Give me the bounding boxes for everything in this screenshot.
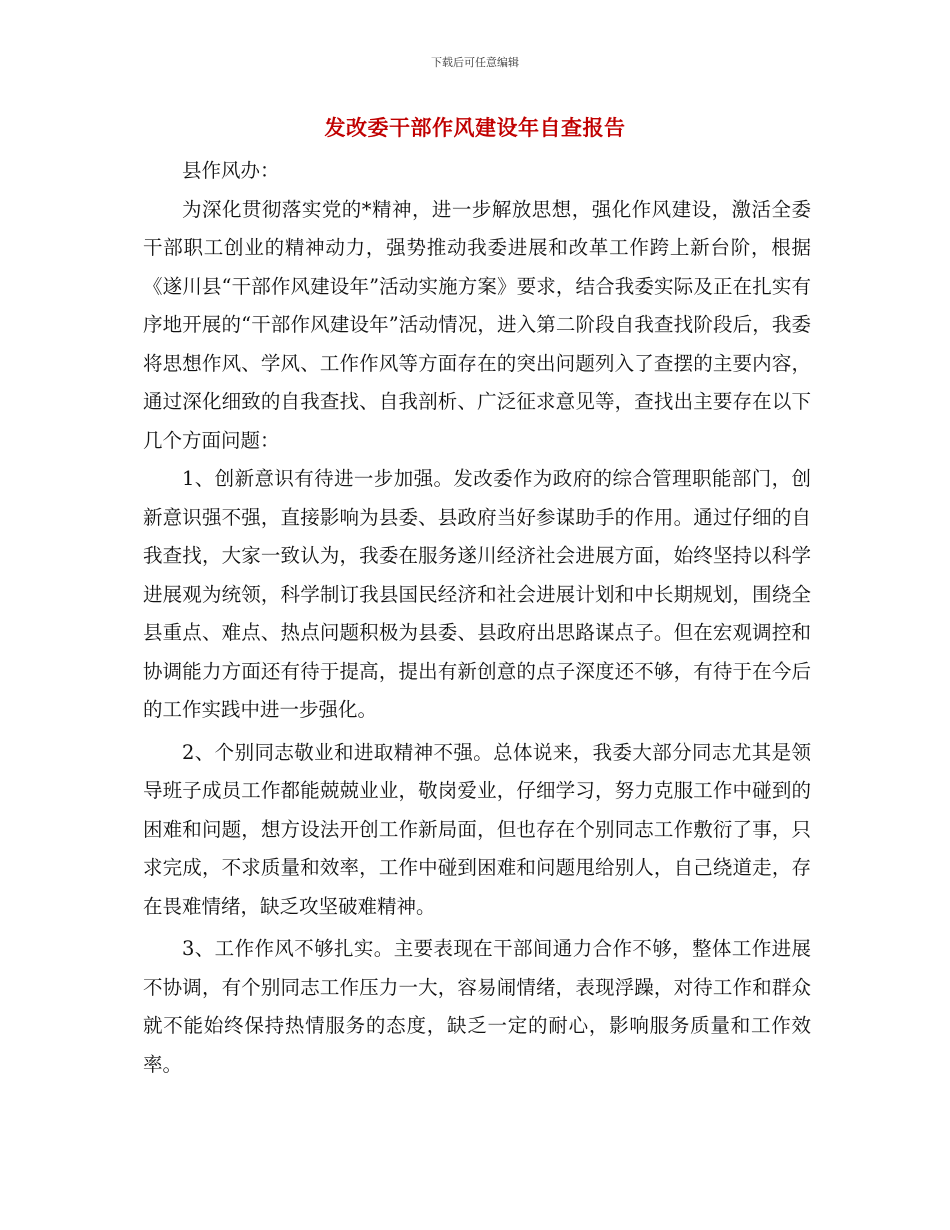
document-body xyxy=(143,152,811,1084)
document-title: 发改委干部作风建设年自查报告 xyxy=(324,116,626,140)
header-note: 下载后可任意编辑 xyxy=(431,56,519,69)
salutation: 县作风办： xyxy=(182,159,280,182)
paragraph-item-3: 3、工作作风不够扎实。主要表现在干部间通力合作不够，整体工作进展不协调，有个别同志工作压力一大，容易闹情绪，表现浮躁，对待工作和群众就不能始终保持热情服务的态度，缺乏一定的耐心，影响服务质量和工作效率。 xyxy=(143,937,811,1076)
paragraph-item-1: 1、创新意识有待进一步加强。发改委作为政府的综合管理职能部门，创新意识强不强，直接影响为县委、县政府当好参谋助手的作用。通过仔细的自我查找，大家一致认为，我委在服务遂川经济社会进展方面，始终坚持以科学进展观为统领，科学制订我县国民经济和社会进展计划和中长期规划，围绕全县重点、难点、热点问题积极为县委、县政府出思路谋点子。但在宏观调控和协调能力方面还有待于提高，提出有新创意的点子深度还不够，有待于在今后的工作实践中进一步强化。 xyxy=(143,467,811,721)
paragraph-item-2: 2、个别同志敬业和进取精神不强。总体说来，我委大部分同志尤其是领导班子成员工作都能兢兢业业，敬岗爱业，仔细学习，努力克服工作中碰到的困难和问题，想方设法开创工作新局面，但也存在个别同志工作敷衍了事，只求完成，不求质量和效率，工作中碰到困难和问题甩给别人，自己绕道走，存在畏难情绪，缺乏攻坚破难精神。 xyxy=(143,740,811,918)
paragraph-intro: 为深化贯彻落实党的*精神，进一步解放思想，强化作风建设，激活全委干部职工创业的精神动力，强势推动我委进展和改革工作跨上新台阶，根据《遂川县“干部作风建设年”活动实施方案》要求，结合我委实际及正在扎实有序地开展的“干部作风建设年”活动情况，进入第二阶段自我查找阶段后，我委将思想作风、学风、工作作风等方面存在的突出问题列入了查摆的主要内容，通过深化细致的自我查找、自我剖析、广泛征求意见等，查找出主要存在以下几个方面问题： xyxy=(143,197,811,452)
